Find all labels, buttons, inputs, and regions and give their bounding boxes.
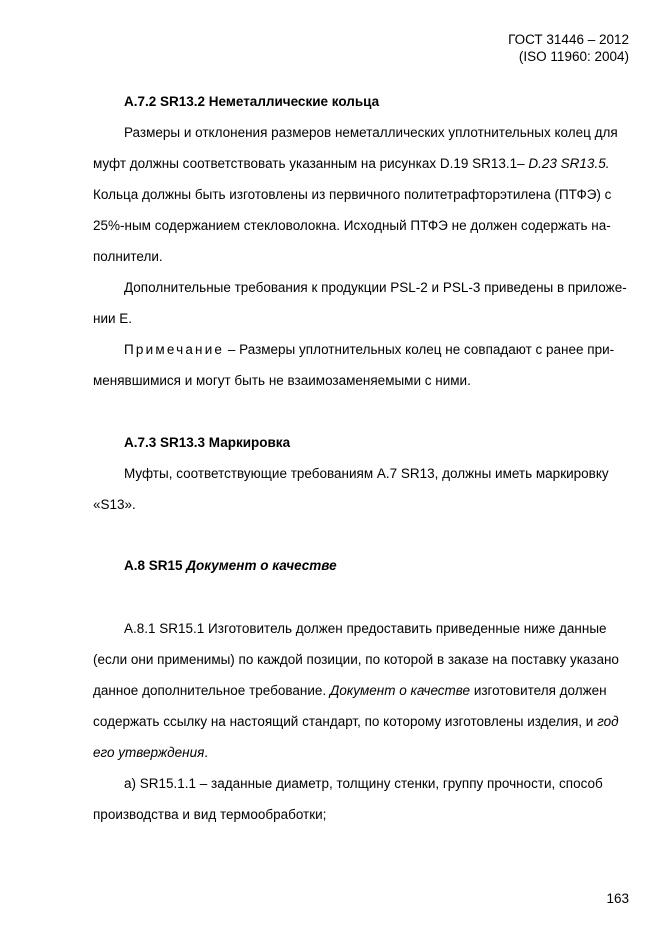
text-run: содержать ссылку на настоящий стандарт, по которому изготовлены изделия, и (93, 714, 598, 729)
text-run: . (204, 745, 209, 760)
section-a72-paragraph-line: Размеры и отклонения размеров неметаллических уплотнительных колец для (124, 125, 618, 140)
text-run: изготовителя должен (470, 683, 607, 698)
section-a81-paragraph-line (93, 682, 607, 700)
section-a72-paragraph-line: Кольца должны быть изготовлены из первичного политетрафторэтилена (ПТФЭ) с (93, 187, 612, 202)
note-line: менявшимися и могут быть не взаимозаменяемыми с ними. (93, 373, 471, 388)
section-a72-paragraph-line: нии E. (93, 311, 133, 326)
emphasized-term: его утверждения (93, 745, 205, 760)
page-number: 163 (606, 891, 629, 906)
section-a73-heading: A.7.3 SR13.3 Маркировка (124, 435, 291, 450)
note-line (124, 341, 614, 359)
text-run: муфт должны соответствовать указанным на рисунках D.19 SR13.1– (93, 156, 529, 171)
heading-title: Документ о качестве (186, 558, 337, 573)
figure-reference: D.23 SR13.5. (528, 156, 610, 171)
emphasized-term: Документ о качестве (329, 683, 471, 698)
section-a81-paragraph-line (93, 744, 208, 762)
section-a72-paragraph-line: Дополнительные требования к продукции PSL-2 и PSL-3 приведены в приложе- (124, 280, 627, 295)
section-a73-paragraph-line: «S13». (93, 497, 136, 512)
section-a81-paragraph-line: A.8.1 SR15.1 Изготовитель должен предоставить приведенные ниже данные (124, 621, 607, 636)
section-a73-paragraph-line: Муфты, соответствующие требованиям A.7 SR13, должны иметь маркировку (124, 466, 609, 481)
text-run: данное дополнительное требование. (93, 683, 330, 698)
section-a72-paragraph-line: 25%-ным содержанием стекловолокна. Исходный ПТФЭ не должен содержать на- (93, 218, 611, 233)
section-a72-paragraph-line: полнители. (93, 249, 163, 264)
list-item-a: а) SR15.1.1 – заданные диаметр, толщину стенки, группу прочности, способ (124, 776, 603, 791)
list-item-a-continuation: производства и вид термообработки; (93, 807, 327, 822)
note-label: Примечание (124, 342, 225, 357)
section-a72-heading: A.7.2 SR13.2 Неметаллические кольца (124, 94, 380, 109)
emphasized-term: год (597, 714, 619, 729)
section-a81-paragraph-line: (если они применимы) по каждой позиции, по которой в заказе на поставку указано (93, 652, 619, 667)
heading-number: A.8 SR15 (124, 558, 187, 573)
section-a72-paragraph-line (93, 155, 609, 173)
section-a81-paragraph-line (93, 713, 619, 731)
section-a8-heading (124, 557, 337, 575)
page-header (508, 31, 629, 65)
text-run: – Размеры уплотнительных колец не совпадают с ранее при- (224, 342, 615, 357)
iso-designation: (ISO 11960: 2004) (518, 49, 629, 64)
standard-designation: ГОСТ 31446 – 2012 (508, 32, 629, 47)
